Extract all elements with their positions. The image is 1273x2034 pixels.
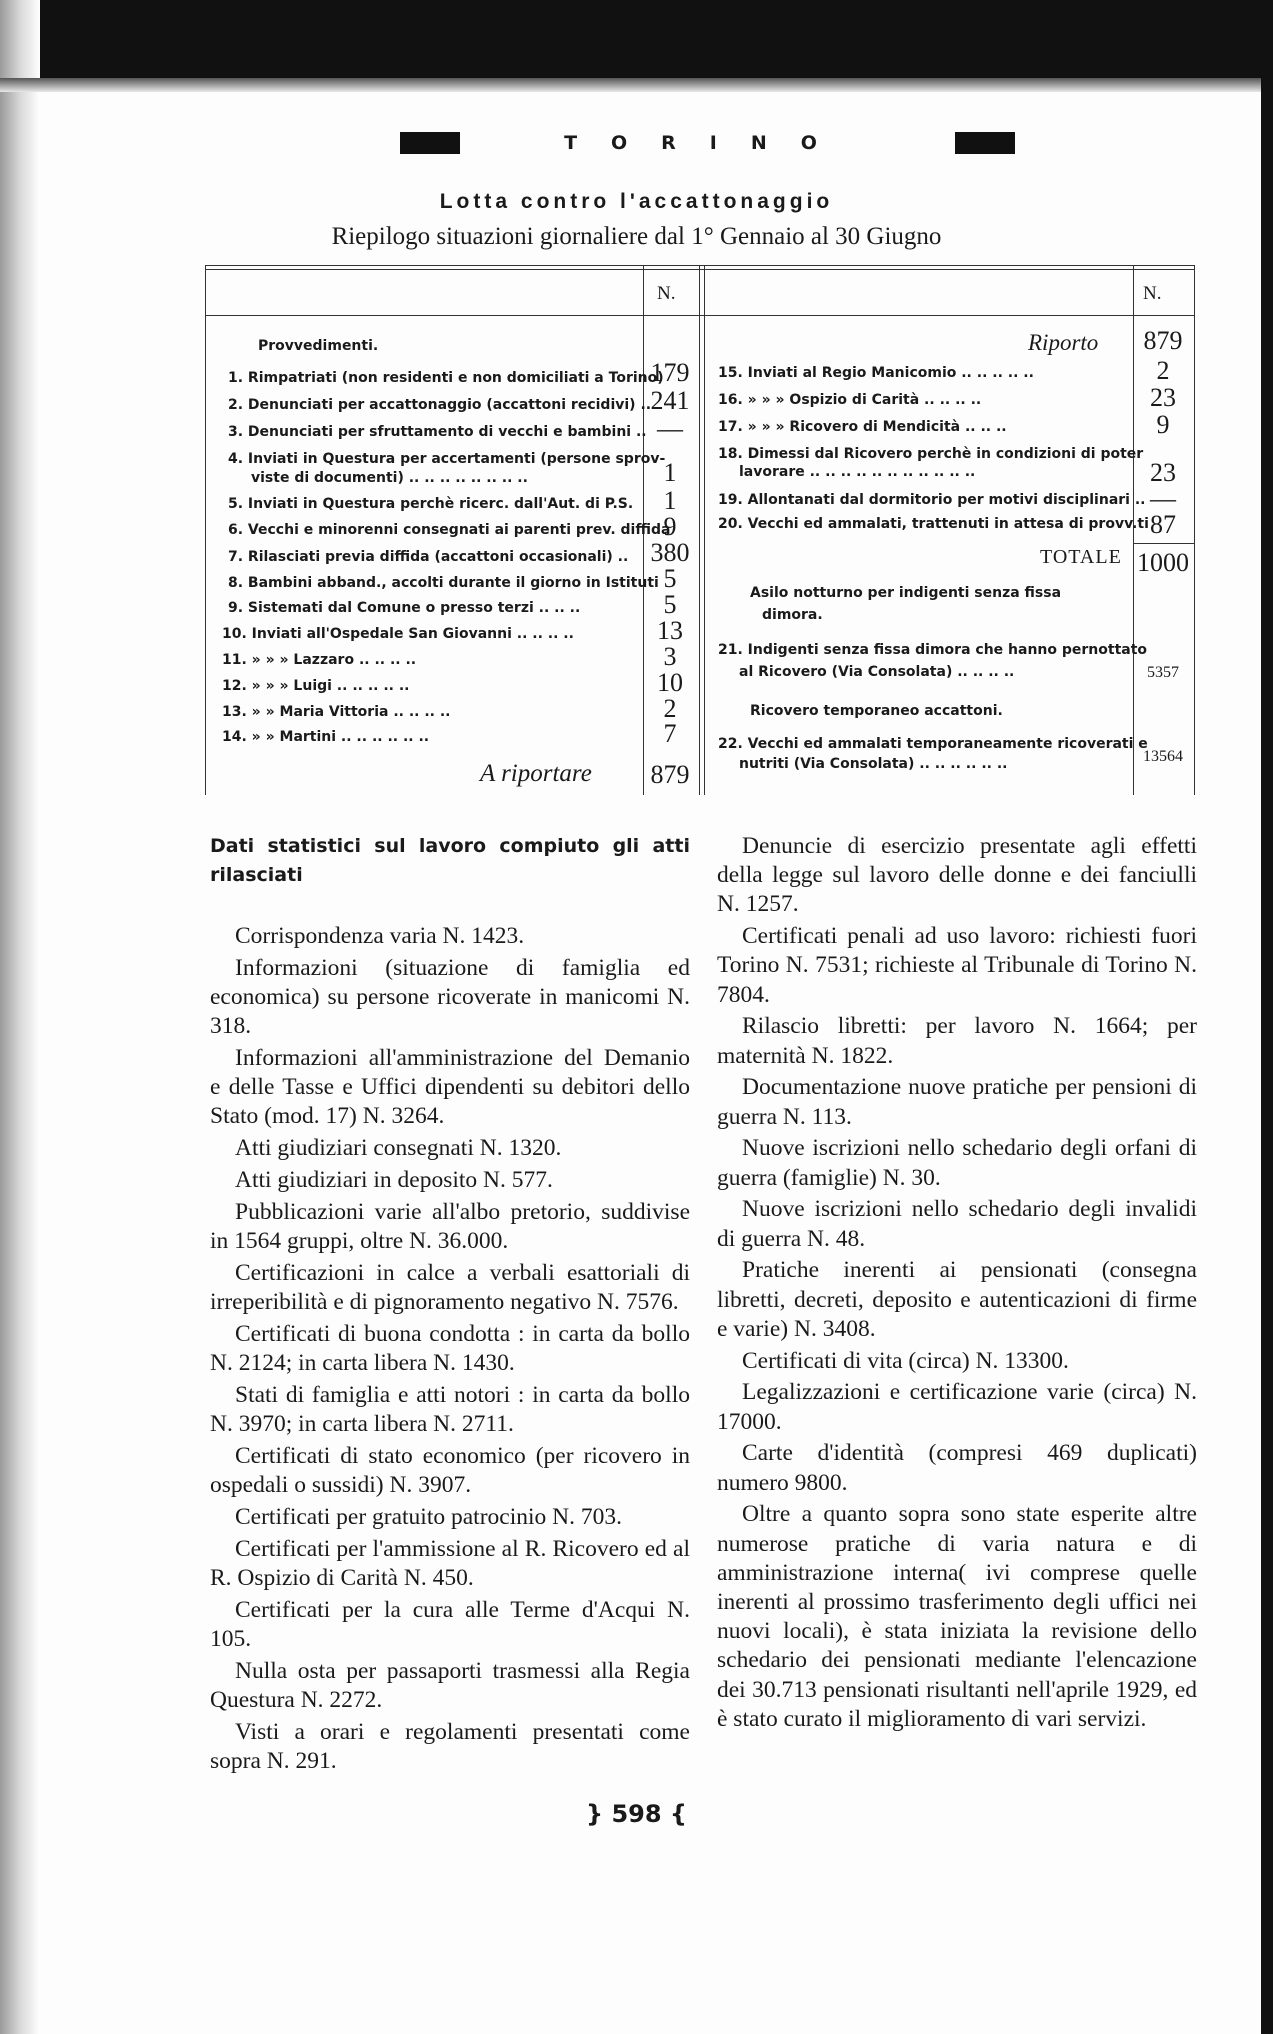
statistic-entry: Atti giudiziari consegnati N. 1320. (235, 1135, 562, 1162)
section-asilo-notturno: Asilo notturno per indigenti senza fissa (750, 585, 1062, 601)
right-text-column (717, 832, 1197, 1737)
table-row-label: 19. Allontanati dal dormitorio per motivi disciplinari .. (718, 492, 1146, 508)
left-text-column (210, 832, 690, 1779)
statistic-entry: Oltre a quanto sopra sono state esperite altre numerose pratiche di varia natura e di amministrazione interna( ivi comprese quelle inerenti al prossimo trasferimento degli uffici nei nuovi locali), è stata iniziata la revisione dello schedario dei pensionati mediante l'elencazione dei 30.713 pensionati risultanti nell'aprile 1929, ed è stato curato il miglioramento di vari servizi. (717, 1501, 1197, 1732)
table-rule-top-2 (205, 269, 1195, 270)
total-value: 1000 (1137, 548, 1189, 577)
statistic-entry: Atti giudiziari in deposito N. 577. (235, 1167, 553, 1193)
statistic-entry: Stati di famiglia e atti notori : in carta da bollo N. 3970; in carta libera N. 2711. (210, 1381, 690, 1437)
statistic-entry: Certificati di vita (circa) N. 13300. (742, 1347, 1069, 1374)
statistic-entry: Carte d'identità (compresi 469 duplicati) numero 9800. (717, 1440, 1197, 1496)
table-row-value: 13 (657, 616, 683, 645)
scan-border-left (0, 0, 40, 2034)
page-edge-shadow (0, 78, 1261, 92)
city-banner (400, 130, 1015, 156)
table-row-value: 9 (1156, 410, 1170, 439)
table-row-label: 17. » » » Ricovero di Mendicità .. .. .. (718, 419, 1007, 435)
table-rule-top (205, 265, 1195, 266)
table-row-label: 13. » » Maria Vittoria .. .. .. .. (222, 704, 451, 720)
table-row-label-cont: viste di documenti) .. .. .. .. .. .. .. .. (251, 470, 528, 486)
table-row-value: 5357 (1147, 664, 1179, 681)
page-number: } 598 { (586, 1800, 687, 1828)
table-row-value: 241 (650, 386, 690, 415)
carry-over-value: 879 (1143, 326, 1183, 355)
city-name: TORINO (460, 130, 955, 156)
statistic-entry: Nulla osta per passaporti trasmessi alla Regia Questura N. 2272. (210, 1657, 690, 1713)
table-row-label: 8. Bambini abband., accolti durante il giorno in Istituti (228, 575, 659, 591)
banner-left-ornament (400, 132, 460, 154)
table-row-value: — (1150, 484, 1176, 513)
statistic-entry: Rilascio libretti: per lavoro N. 1664; per maternità N. 1822. (717, 1013, 1197, 1069)
statistic-entry: Informazioni all'amministrazione del Demanio e delle Tasse e Uffici dipendenti su debitori dello Stato (mod. 17) N. 3264. (210, 1045, 690, 1130)
total-label: TOTALE (1040, 546, 1122, 568)
page-subtitle: Riepilogo situazioni giornaliere dal 1° Gennaio al 30 Giugno (331, 223, 942, 250)
table-row-label: 14. » » Martini .. .. .. .. .. .. (222, 729, 430, 745)
table-row-value: 2 (663, 694, 677, 723)
table-row-label: 9. Sistemati dal Comune o presso terzi .. .. .. (228, 600, 581, 616)
section-asilo-notturno-cont: dimora. (762, 607, 823, 623)
table-row-label-cont: nutriti (Via Consolata) .. .. .. .. .. .. (739, 756, 1008, 772)
statistic-entry: Legalizzazioni e certificazione varie (circa) N. 17000. (717, 1379, 1197, 1435)
table-row-value: 1 (663, 486, 677, 515)
table-row-label: 1. Rimpatriati (non residenti e non domiciliati a Torino) (228, 370, 664, 386)
banner-right-ornament (955, 132, 1015, 154)
table-row-value: 5 (663, 590, 677, 619)
table-border-left (205, 265, 206, 795)
table-row-value: 10 (657, 668, 683, 697)
table-row-label-cont: al Ricovero (Via Consolata) .. .. .. .. (739, 664, 1015, 680)
table-row-label: 12. » » » Luigi .. .. .. .. .. (222, 678, 410, 694)
table-row-label: 16. » » » Ospizio di Carità .. .. .. .. (718, 392, 982, 408)
table-row-value: 13564 (1143, 748, 1183, 765)
table-row-label: 21. Indigenti senza fissa dimora che hanno pernottato (718, 642, 1148, 658)
scan-border-top (0, 0, 1273, 78)
statistic-entry: Certificati per l'ammissione al R. Ricovero ed al R. Ospizio di Carità N. 450. (210, 1535, 690, 1591)
table-row-label: 20. Vecchi ed ammalati, trattenuti in attesa di provv.ti (718, 516, 1149, 532)
statistics-heading: Dati statistici sul lavoro compiuto gli atti rilasciati (210, 835, 690, 886)
table-row-value: — (657, 414, 683, 443)
carry-forward-value: 879 (650, 760, 690, 789)
statistic-entry: Certificati di buona condotta : in carta da bollo N. 2124; in carta libera N. 1430. (210, 1320, 690, 1376)
table-border-right (1194, 265, 1195, 795)
statistic-entry: Certificazioni in calce a verbali esattoriali di irreperibilità e di pignoramento negativo N. 7576. (210, 1259, 690, 1315)
table-row-value: 23 (1150, 383, 1176, 412)
statistic-entry: Certificati penali ad uso lavoro: richiesti fuori Torino N. 7531; richieste al Tribunale di Torino N. 7804. (717, 923, 1197, 1008)
table-row-label: 3. Denunciati per sfruttamento di vecchi e bambini .. (228, 424, 647, 440)
carry-over-label: Riporto (1028, 330, 1099, 355)
table-row-value: 3 (663, 642, 677, 671)
carry-forward-label: A riportare (480, 760, 592, 787)
table-col-divider (704, 265, 705, 795)
total-rule (1133, 543, 1194, 544)
table-row-label: 22. Vecchi ed ammalati temporaneamente ricoverati e (718, 736, 1148, 752)
statistic-entry: Certificati per la cura alle Terme d'Acqui N. 105. (210, 1596, 690, 1652)
table-row-value: 179 (650, 358, 690, 387)
table-row-label: 6. Vecchi e minorenni consegnati ai parenti prev. diffida (228, 522, 671, 538)
table-row-value: 7 (663, 719, 677, 748)
table-header-rule (205, 315, 1195, 316)
table-row-value: 380 (650, 538, 690, 567)
statistic-entry: Nuove iscrizioni nello schedario degli orfani di guerra (famiglie) N. 30. (717, 1135, 1197, 1191)
statistic-entry: Pratiche inerenti ai pensionati (consegna libretti, decreti, deposito e autenticazioni di firme e varie) N. 3408. (717, 1257, 1197, 1342)
statistic-entry: Denuncie di esercizio presentate agli effetti della legge sul lavoro delle donne e dei fanciulli N. 1257. (717, 833, 1197, 918)
statistic-entry: Certificati per gratuito patrocinio N. 703. (235, 1503, 622, 1530)
statistic-entry: Corrispondenza varia N. 1423. (235, 923, 525, 949)
section-ricovero-temporaneo: Ricovero temporaneo accattoni. (750, 703, 1003, 719)
statistic-entry: Nuove iscrizioni nello schedario degli invalidi di guerra N. 48. (717, 1196, 1197, 1252)
table-row-label: 15. Inviati al Regio Manicomio .. .. .. .. .. (718, 365, 1034, 381)
table-row-label: 2. Denunciati per accattonaggio (accattoni recidivi) .. (228, 397, 652, 413)
statistic-entry: Certificati di stato economico (per ricovero in ospedali o sussidi) N. 3907. (210, 1442, 690, 1498)
section-provvedimenti: Provvedimenti. (258, 338, 379, 354)
table-row-value: 23 (1150, 458, 1176, 487)
table-row-value: 87 (1150, 510, 1176, 539)
table-row-label: 10. Inviati all'Ospedale San Giovanni .. .. .. .. (222, 626, 574, 642)
statistic-entry: Pubblicazioni varie all'albo pretorio, suddivise in 1564 gruppi, oltre N. 36.000. (210, 1198, 690, 1254)
table-row-value: 1 (663, 458, 677, 487)
table-row-label-cont: lavorare .. .. .. .. .. .. .. .. .. .. .. (739, 464, 976, 480)
table-row-label: 18. Dimessi dal Ricovero perchè in condizioni di poter (718, 446, 1144, 462)
table-row-value: 9 (663, 512, 677, 541)
statistic-entry: Informazioni (situazione di famiglia ed economica) su persone ricoverate in manicomi N. 318. (210, 954, 690, 1040)
page-title: Lotta contro l'accattonaggio (439, 190, 834, 213)
table-row-label: 11. » » » Lazzaro .. .. .. .. (222, 652, 417, 668)
statistic-entry: Documentazione nuove pratiche per pensioni di guerra N. 113. (717, 1074, 1197, 1130)
col-header-left: N. (657, 283, 676, 304)
table-row-label: 7. Rilasciati previa diffida (accattoni occasionali) .. (228, 549, 629, 565)
col-header-right: N. (1143, 283, 1162, 304)
scan-border-right (1261, 0, 1273, 2034)
table-row-value: 5 (663, 564, 677, 593)
table-row-value: 2 (1156, 356, 1170, 385)
statistic-entry: Visti a orari e regolamenti presentati come sopra N. 291. (210, 1718, 690, 1774)
table-row-label: 4. Inviati in Questura per accertamenti (persone sprov- (228, 451, 666, 467)
table-row-label: 5. Inviati in Questura perchè ricerc. dall'Aut. di P.S. (228, 496, 634, 512)
